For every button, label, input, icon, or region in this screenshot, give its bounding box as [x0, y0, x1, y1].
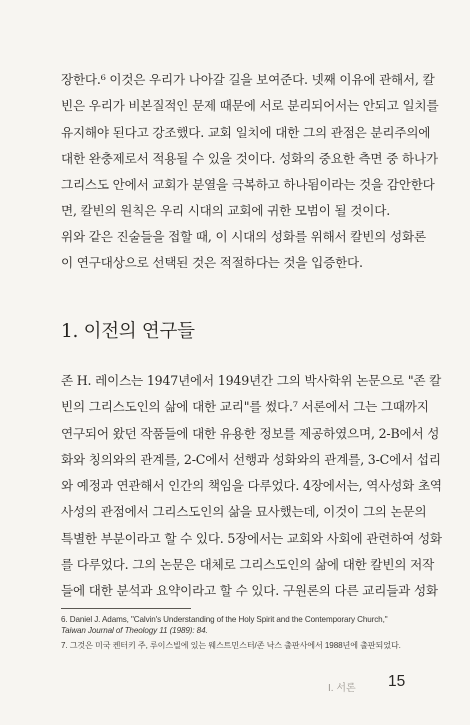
footnote-line: 7. 그것은 미국 켄터키 주, 루이스빌에 있는 웨스트민스터/존 낙스 출판사에서 1988년에 출판되었다. [61, 641, 401, 650]
footnote-6 [61, 614, 421, 636]
text-line: 와 예정과 연관해서 인간의 책임을 다루었다. 4장에서는, 역사성화 초역 [61, 478, 442, 494]
footnote-line: Taiwan Journal of Theology 11 (1989): 84. [61, 626, 208, 636]
footnote-7 [61, 640, 421, 651]
body-paragraph-2 [61, 224, 426, 277]
text-line: 사성의 관점에서 그리스도인의 삶을 묘사했는데, 이것이 그의 논문의 [61, 504, 427, 520]
text-line: 존 H. 레이스는 1947년에서 1949년간 그의 박사학위 논문으로 "존 칼 [61, 373, 442, 388]
footnote-line: 6. Daniel J. Adams, "Calvin's Understanding of the Holy Spirit and the Contemporary Church," [61, 615, 388, 624]
text-line: 대한 완충제로서 적용될 수 있을 것이다. 성화의 중요한 측면 중 하나가 [61, 150, 438, 166]
text-line: 면, 칼빈의 원칙은 우리 시대의 교회에 귀한 모범이 될 것이다. [61, 203, 391, 219]
text-line: 연구되어 왔던 작품들에 대한 유용한 정보를 제공하였으며, 2-B에서 성 [61, 425, 440, 441]
text-line: 빈의 그리스도인의 삶에 대한 교리"를 썼다.⁷ 서론에서 그는 그때까지 [61, 399, 429, 415]
page-number: 15 [388, 673, 406, 690]
footnote-divider [61, 608, 191, 609]
text-line: 그리스도 안에서 교회가 분열을 극복하고 하나됨이라는 것을 감안한다 [61, 177, 435, 193]
body-paragraph-3 [61, 368, 442, 605]
text-line: 장한다.⁶ 이것은 우리가 나아갈 길을 보여준다. 넷째 이유에 관해서, 칼 [61, 72, 435, 87]
text-line: 이 연구대상으로 선택된 것은 적절하다는 것을 입증한다. [61, 255, 363, 271]
text-line: 화와 칭의와의 관계를, 2-C에서 선행과 성화와의 관계를, 3-C에서 섭리 [61, 451, 441, 467]
text-line: 를 다루었다. 그의 논문은 대체로 그리스도인의 삶에 대한 칼빈의 저작 [61, 557, 435, 573]
text-line: 유지해야 된다고 강조했다. 교회 일치에 대한 그의 관점은 분리주의에 [61, 124, 431, 140]
body-paragraph-1 [61, 67, 439, 225]
section-heading: 1. 이전의 연구들 [61, 321, 195, 342]
text-line: 빈은 우리가 비본질적인 문제 때문에 서로 분리되어서는 안되고 일치를 [61, 98, 439, 114]
text-line: 들에 대한 분석과 요약이라고 할 수 있다. 구원론의 다른 교리들과 성화 [61, 583, 438, 599]
text-line: 위와 같은 진술들을 접할 때, 이 시대의 성화를 위해서 칼빈의 성화론 [61, 229, 426, 244]
text-line: 특별한 부분이라고 할 수 있다. 5장에서는 교회와 사회에 관련하여 성화 [61, 530, 442, 546]
running-head: I. 서론 [328, 683, 356, 694]
